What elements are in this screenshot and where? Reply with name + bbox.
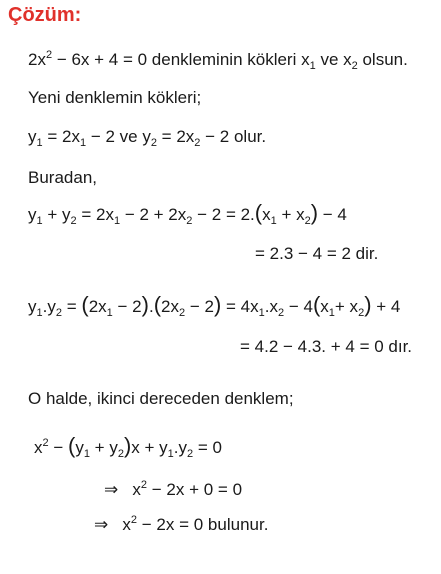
product-result: = 4.2 − 4.3. + 4 = 0 dır. (240, 337, 413, 356)
sum-equation: $y_1 + y_2 = 2x_1 - 2 + 2x_2 - 2 = 2.(x_1 + x_2) - 4$ (28, 200, 347, 227)
sum-result: = 2.3 − 4 = 2 dir. (255, 244, 379, 263)
roots-definition: $y_1 = 2x_1 - 2$ ve $y_2 = 2x_2 - 2$ olur. (28, 127, 267, 149)
conclusion-label: O halde, ikinci dereceden denklem; (28, 389, 294, 408)
intro-equation: $2x^2 - 6x + 4 = 0$ denkleminin kökleri $x_1$ ve $x_2$ olsun. (28, 49, 408, 72)
new-roots-label: Yeni denklemin kökleri; (28, 88, 202, 107)
final-equation: $x^2 - (y_1 + y_2)x + y_1.y_2 = 0$ (34, 433, 222, 460)
implies-icon: ⇒ (104, 480, 119, 499)
simplified-equation: ⇒ $x^2 - 2x + 0 = 0$ (104, 479, 243, 499)
hence-label: Buradan, (28, 168, 97, 187)
final-answer: ⇒ $x^2 - 2x = 0$ bulunur. (94, 514, 269, 534)
solution-title: Çözüm: (8, 4, 82, 26)
implies-icon: ⇒ (94, 515, 109, 534)
product-equation: $y_1.y_2 = (2x_1 - 2).(2x_2 - 2) = 4x_1.x_2 - 4(x_1+ x_2) + 4$ (28, 292, 401, 319)
